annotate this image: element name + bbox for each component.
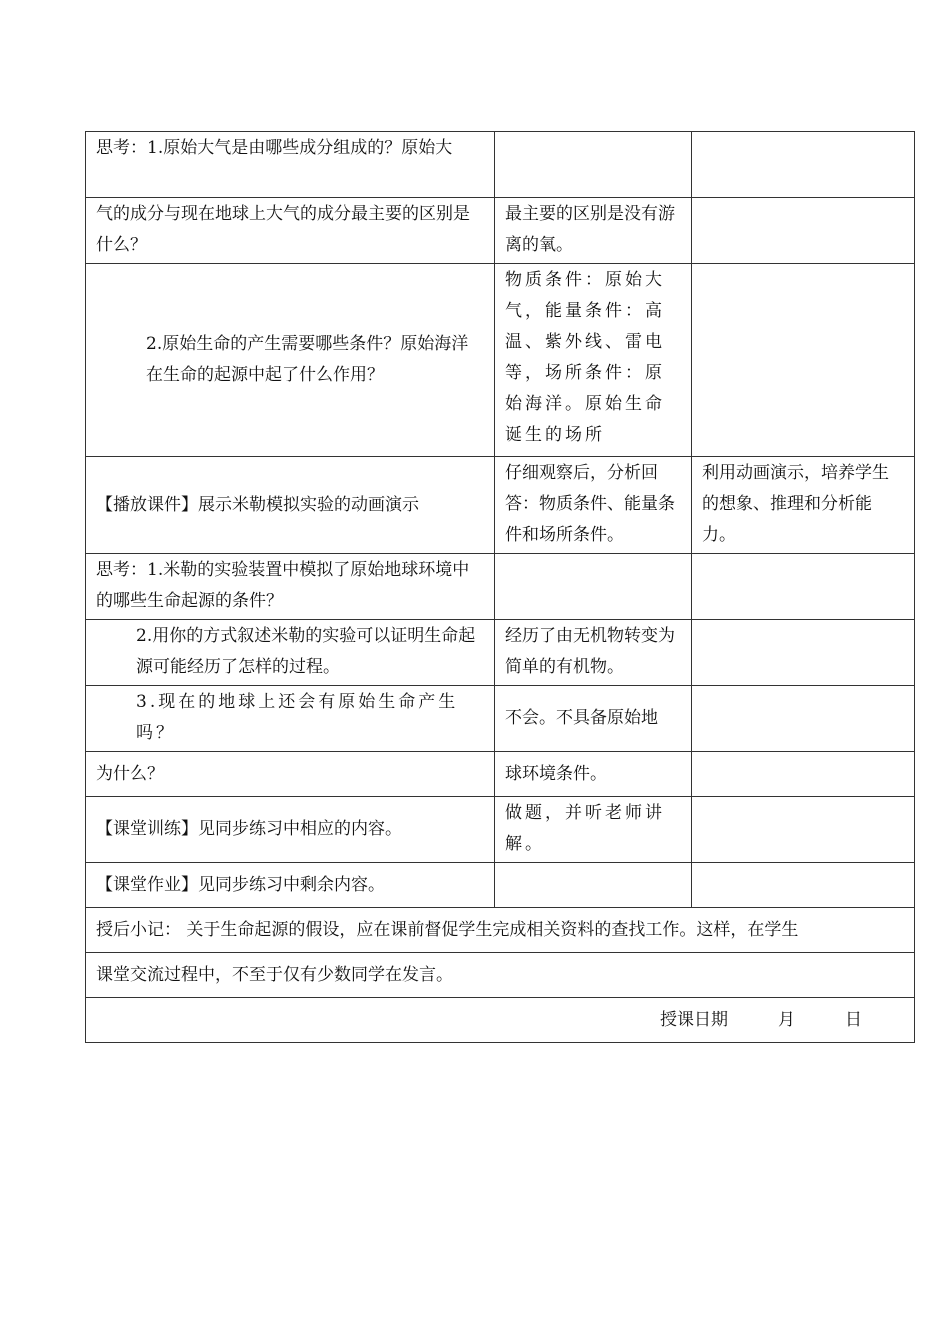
student-activity-cell: 最主要的区别是没有游离的氧。 — [495, 198, 692, 264]
student-activity-cell — [495, 132, 692, 198]
post-lesson-notes-line-2: 课堂交流过程中，不至于仅有少数同学在发言。 — [86, 953, 915, 998]
design-intent-cell — [692, 132, 915, 198]
table-row — [86, 863, 915, 908]
teacher-activity-cell: 【播放课件】展示米勒模拟实验的动画演示 — [86, 457, 495, 554]
table-row — [86, 554, 915, 620]
student-activity-cell: 不会。不具备原始地 — [495, 686, 692, 752]
teacher-activity-cell: 3.现在的地球上还会有原始生命产生吗？ — [86, 686, 495, 752]
lesson-date-label: 授课日期 — [660, 1009, 728, 1030]
teacher-activity-cell: 2.原始生命的产生需要哪些条件？原始海洋在生命的起源中起了什么作用？ — [86, 264, 495, 457]
design-intent-cell — [692, 620, 915, 686]
student-activity-cell — [495, 863, 692, 908]
design-intent-cell — [692, 752, 915, 797]
teacher-activity-cell: 【课堂训练】见同步练习中相应的内容。 — [86, 797, 495, 863]
table-row — [86, 457, 915, 554]
student-activity-cell: 球环境条件。 — [495, 752, 692, 797]
design-intent-cell — [692, 863, 915, 908]
student-activity-cell — [495, 554, 692, 620]
lesson-date-month: 月 — [778, 1009, 795, 1030]
design-intent-cell — [692, 198, 915, 264]
table-row — [86, 264, 915, 457]
table-row — [86, 953, 915, 998]
lesson-date-day: 日 — [845, 1009, 862, 1030]
lesson-date-cell — [86, 998, 915, 1043]
student-activity-cell: 仔细观察后，分析回答：物质条件、能量条件和场所条件。 — [495, 457, 692, 554]
teacher-activity-cell: 2.用你的方式叙述米勒的实验可以证明生命起源可能经历了怎样的过程。 — [86, 620, 495, 686]
table-row — [86, 752, 915, 797]
lesson-plan-table — [85, 131, 915, 1043]
teacher-activity-cell: 思考：1.米勒的实验装置中模拟了原始地球环境中的哪些生命起源的条件？ — [86, 554, 495, 620]
table-row — [86, 620, 915, 686]
table-row — [86, 908, 915, 953]
table-row — [86, 198, 915, 264]
student-activity-cell: 做题，并听老师讲解。 — [495, 797, 692, 863]
table-row — [86, 132, 915, 198]
design-intent-cell — [692, 554, 915, 620]
table-row — [86, 797, 915, 863]
teacher-activity-cell: 【课堂作业】见同步练习中剩余内容。 — [86, 863, 495, 908]
teacher-activity-cell: 思考：1.原始大气是由哪些成分组成的？原始大 — [86, 132, 495, 198]
teacher-activity-cell: 气的成分与现在地球上大气的成分最主要的区别是什么？ — [86, 198, 495, 264]
design-intent-cell — [692, 264, 915, 457]
student-activity-cell: 物质条件：原始大气，能量条件：高温、紫外线、雷电等，场所条件：原始海洋。原始生命诞生的场所 — [495, 264, 692, 457]
design-intent-cell — [692, 797, 915, 863]
table-row — [86, 998, 915, 1043]
design-intent-cell: 利用动画演示，培养学生的想象、推理和分析能力。 — [692, 457, 915, 554]
post-lesson-notes-line-1: 授后小记： 关于生命起源的假设，应在课前督促学生完成相关资料的查找工作。这样，在学生 — [86, 908, 915, 953]
teacher-activity-cell: 为什么？ — [86, 752, 495, 797]
design-intent-cell — [692, 686, 915, 752]
student-activity-cell: 经历了由无机物转变为简单的有机物。 — [495, 620, 692, 686]
table-row — [86, 686, 915, 752]
